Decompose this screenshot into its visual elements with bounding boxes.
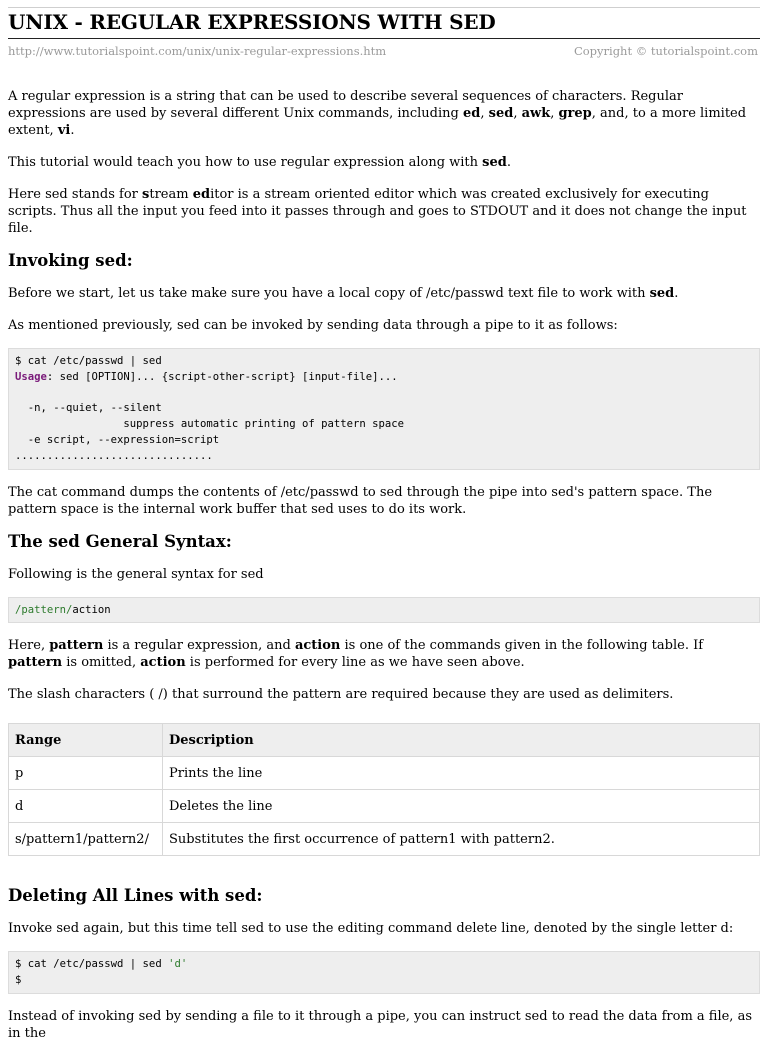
cmd-awk: awk bbox=[521, 106, 551, 121]
syntax-paragraph-1: Following is the general syntax for sed bbox=[8, 566, 264, 582]
deleting-paragraph-2: Instead of invoking sed by sending a file to it through a pipe, you can instruct sed to read the data from a file, as in the bbox=[8, 1008, 752, 1041]
table-row bbox=[9, 823, 760, 856]
code-block-usage: $ cat /etc/passwd | sed Usage: sed [OPTION]... {script-other-script} [input-file]... -n, --quiet, --silent suppress automatic printing of pattern space -e script, --expression=script ............................... bbox=[8, 348, 760, 470]
heading-invoking-sed: Invoking sed: bbox=[8, 251, 133, 270]
syntax-paragraph-2: Here, pattern is a regular expression, and action is one of the commands given in the following table. If pattern is omitted, action is performed for every line as we have seen above. bbox=[8, 638, 704, 671]
code-string: 'd' bbox=[168, 958, 188, 971]
table-cell: s/pattern1/pattern2/ bbox=[9, 823, 163, 856]
invoking-paragraph-2: As mentioned previously, sed can be invoked by sending data through a pipe to it as follows: bbox=[8, 318, 618, 333]
article-content bbox=[8, 88, 760, 1042]
intro-paragraph-1: A regular expression is a string that can be used to describe several sequences of characters. Regular expressions are used by several different Unix commands, including ed, sed, awk, grep, and, to a more limited extent, vi. bbox=[8, 89, 747, 138]
source-url: http://www.tutorialspoint.com/unix/unix-regular-expressions.htm bbox=[8, 44, 387, 58]
table-row bbox=[9, 790, 760, 823]
intro-paragraph-3: Here sed stands for stream editor is a stream oriented editor which was created exclusively for executing scripts. Thus all the input you feed into it passes through and goes to STDOUT and it does not change the input file. bbox=[8, 187, 747, 236]
invoking-paragraph-1: Before we start, let us take make sure you have a local copy of /etc/passwd text file to work with sed. bbox=[8, 286, 679, 301]
cmd-ed: ed bbox=[462, 106, 481, 121]
top-rule bbox=[8, 7, 760, 8]
syntax-paragraph-3: The slash characters ( /) that surround the pattern are required because they are used as delimiters. bbox=[8, 687, 674, 703]
heading-general-syntax: The sed General Syntax: bbox=[8, 531, 232, 551]
table-header-description: Description bbox=[163, 724, 760, 757]
commands-table bbox=[8, 723, 760, 856]
table-header-row bbox=[9, 724, 760, 757]
table-cell: Prints the line bbox=[163, 757, 760, 790]
title-rule bbox=[8, 38, 760, 39]
table-header-range: Range bbox=[9, 724, 163, 757]
table-cell: d bbox=[9, 790, 163, 823]
cmd-sed: sed bbox=[488, 106, 514, 121]
table-cell: Deletes the line bbox=[163, 790, 760, 823]
code-pattern: /pattern/ bbox=[15, 603, 73, 616]
code-block-delete: $ cat /etc/passwd | sed 'd' $ bbox=[8, 951, 760, 994]
table-row bbox=[9, 757, 760, 790]
code-block-syntax: /pattern/action bbox=[8, 597, 760, 624]
cmd-vi: vi bbox=[57, 123, 71, 138]
heading-deleting-lines: Deleting All Lines with sed: bbox=[8, 886, 263, 906]
page-title: UNIX - REGULAR EXPRESSIONS WITH SED bbox=[8, 10, 496, 34]
code-keyword-usage: Usage bbox=[15, 370, 47, 383]
intro-paragraph-2: This tutorial would teach you how to use regular expression along with sed. bbox=[8, 155, 511, 170]
table-cell: Substitutes the first occurrence of pattern1 with pattern2. bbox=[163, 823, 760, 856]
cmd-grep: grep bbox=[558, 106, 592, 121]
invoking-paragraph-3: The cat command dumps the contents of /etc/passwd to sed through the pipe into sed's pattern space. The pattern space is the internal work buffer that sed uses to do its work. bbox=[8, 484, 713, 517]
deleting-paragraph-1: Invoke sed again, but this time tell sed to use the editing command delete line, denoted by the single letter d: bbox=[8, 921, 734, 937]
table-cell: p bbox=[9, 757, 163, 790]
copyright-notice: Copyright © tutorialspoint.com bbox=[573, 44, 758, 58]
